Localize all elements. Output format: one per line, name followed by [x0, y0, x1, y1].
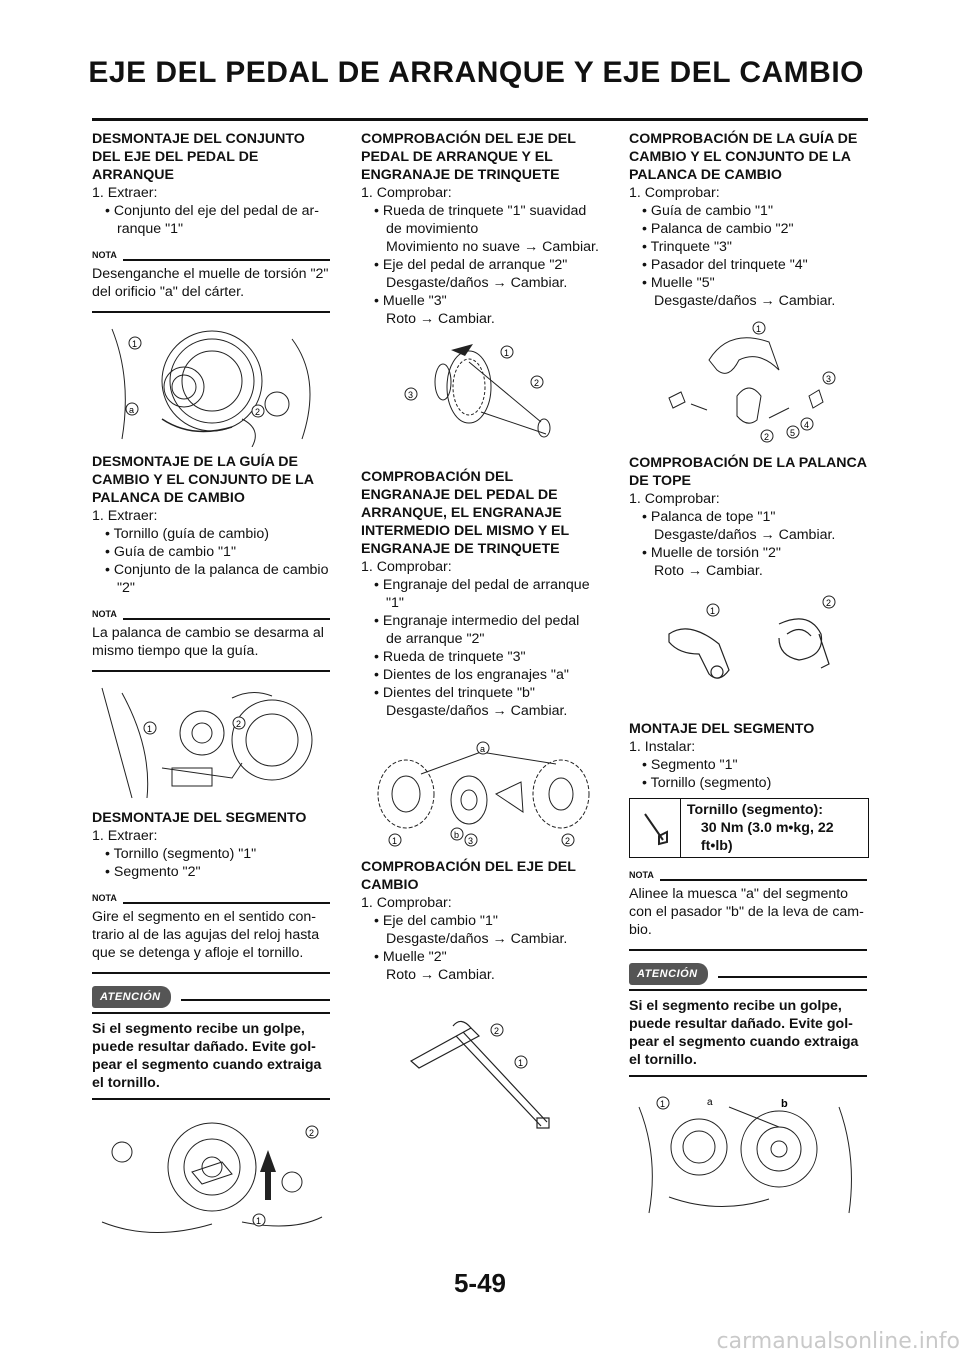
shift-lever-figure	[629, 320, 867, 448]
step: 1. Comprobar:	[361, 895, 452, 911]
callout-3: 3	[826, 374, 832, 384]
step: 1. Extraer:	[92, 828, 158, 844]
section-heading: COMPROBACIÓN DE LA PALANCA DE TOPE	[629, 455, 867, 489]
note-label: NOTA	[629, 870, 654, 880]
bullet: • Dientes de los engranajes "a"	[361, 666, 599, 684]
note	[92, 605, 330, 672]
step: 1. Comprobar:	[629, 185, 720, 201]
bullet: • Eje del cambio "1"	[361, 912, 599, 930]
bullet: • Dientes del trinquete "b"	[361, 684, 599, 702]
step: 1. Comprobar:	[361, 185, 452, 201]
page-title: EJE DEL PEDAL DE ARRANQUE Y EJE DEL CAMBIO	[88, 56, 864, 89]
bullet: • Guía de cambio "1"	[629, 202, 867, 220]
bullet-cont: Desgaste/daños → Cambiar.	[654, 527, 836, 543]
bullet: • Tornillo (segmento)	[629, 774, 867, 792]
callout-a: a	[707, 1097, 713, 1108]
note	[92, 246, 330, 313]
bullet-cont: Desgaste/daños → Cambiar.	[386, 703, 568, 719]
callout-1: 1	[256, 1216, 262, 1226]
bullet: • Muelle de torsión "2"	[629, 544, 867, 562]
gears-figure	[361, 734, 599, 852]
bullet: • Palanca de cambio "2"	[629, 220, 867, 238]
section-heading: DESMONTAJE DEL SEGMENTO	[92, 810, 307, 826]
note-label: NOTA	[92, 609, 117, 619]
callout-2: 2	[309, 1128, 315, 1138]
bullet-cont: Desgaste/daños → Cambiar.	[386, 931, 568, 947]
callout-a: a	[129, 405, 135, 415]
column-2	[361, 130, 599, 1142]
bullet: • Eje del pedal de arranque "2"	[361, 256, 599, 274]
note-label: NOTA	[92, 250, 117, 260]
bullet-cont: "1"	[386, 595, 404, 611]
note-text: Alinee la muesca "a" del segmento con el pasador "b" de la leva de cam- bio.	[629, 886, 864, 938]
bullet: • Pasador del trinquete "4"	[629, 256, 867, 274]
callout-1: 1	[132, 339, 138, 349]
callout-4: 4	[804, 420, 810, 430]
callout-3: 3	[408, 390, 414, 400]
section-heading: DESMONTAJE DE LA GUÍA DE CAMBIO Y EL CONJUNTO DE LA PALANCA DE CAMBIO	[92, 454, 314, 506]
callout-2: 2	[565, 836, 571, 846]
bullet: • Engranaje del pedal de arranque	[361, 576, 599, 594]
segment-removal-figure	[92, 1112, 330, 1242]
callout-b: b	[454, 830, 460, 840]
watermark: carmanualsonline.info	[716, 1329, 960, 1354]
note-text: Gire el segmento en el sentido con- trario al de las agujas del reloj hasta que se detenga y afloje el tornillo.	[92, 909, 320, 961]
callout-2: 2	[764, 432, 770, 442]
step: 1. Comprobar:	[629, 491, 720, 507]
callout-b: b	[781, 1098, 788, 1110]
step: 1. Comprobar:	[361, 559, 452, 575]
torque-spec-value: 30 Nm (3.0 m•kg, 22 ft•lb)	[700, 820, 834, 854]
bullet: • Rueda de trinquete "3"	[361, 648, 599, 666]
bullet: • Conjunto del eje del pedal de ar-	[92, 202, 330, 220]
caution-label: ATENCIÓN	[629, 963, 708, 985]
caution-box	[629, 963, 867, 1077]
caution-box	[92, 986, 330, 1100]
bullet: • Trinquete "3"	[629, 238, 867, 256]
step: 1. Extraer:	[92, 508, 158, 524]
shift-guide-figure	[92, 678, 330, 803]
torque-wrench-icon	[630, 799, 681, 857]
callout-1: 1	[147, 724, 153, 734]
bullet: • Muelle "2"	[361, 948, 599, 966]
shift-shaft-figure	[361, 1006, 599, 1136]
caution-text: Si el segmento recibe un golpe, puede resultar dañado. Evite gol- pear el segmento cuando extraiga el tornillo.	[629, 998, 859, 1068]
callout-3: 3	[468, 836, 474, 846]
caution-text: Si el segmento recibe un golpe, puede resultar dañado. Evite gol- pear el segmento cuando extraiga el tornillo.	[92, 1021, 322, 1091]
step: 1. Instalar:	[629, 739, 696, 755]
section-heading: MONTAJE DEL SEGMENTO	[629, 721, 815, 737]
caution-label: ATENCIÓN	[92, 986, 171, 1008]
note-text: La palanca de cambio se desarma al mismo tiempo que la guía.	[92, 625, 324, 659]
title-rule	[92, 118, 868, 121]
section-heading: COMPROBACIÓN DE LA GUÍA DE CAMBIO Y EL CONJUNTO DE LA PALANCA DE CAMBIO	[629, 131, 858, 183]
bullet: • Palanca de tope "1"	[629, 508, 867, 526]
callout-1: 1	[660, 1099, 666, 1109]
bullet: • Muelle "3"	[361, 292, 599, 310]
callout-1: 1	[518, 1058, 524, 1068]
bullet-cont: Roto → Cambiar.	[386, 967, 495, 983]
callout-2: 2	[255, 407, 261, 417]
column-1	[92, 130, 330, 1248]
bullet-cont: Roto → Cambiar.	[386, 311, 495, 327]
bullet-cont: Desgaste/daños → Cambiar.	[386, 275, 568, 291]
callout-1: 1	[392, 836, 398, 846]
section-heading: DESMONTAJE DEL CONJUNTO DEL EJE DEL PEDAL DE ARRANQUE	[92, 131, 305, 183]
note-label: NOTA	[92, 893, 117, 903]
note-text: Desenganche el muelle de torsión "2" del orificio "a" del cárter.	[92, 266, 329, 300]
callout-5: 5	[790, 428, 796, 438]
callout-1: 1	[756, 324, 762, 334]
bullet: • Tornillo (guía de cambio)	[92, 525, 330, 543]
column-3	[629, 130, 867, 1221]
note	[92, 889, 330, 974]
bullet: • Rueda de trinquete "1" suavidad	[361, 202, 599, 220]
bullet-cont: "2"	[117, 580, 135, 596]
bullet: • Muelle "5"	[629, 274, 867, 292]
page-number: 5-49	[453, 1268, 507, 1298]
torque-spec-label: Tornillo (segmento):	[686, 802, 823, 818]
bullet-cont: de movimiento	[386, 221, 479, 237]
bullet: • Segmento "2"	[92, 863, 330, 881]
segment-install-figure	[629, 1087, 867, 1215]
step: 1. Extraer:	[92, 185, 158, 201]
callout-2: 2	[236, 719, 242, 729]
callout-1: 1	[710, 606, 716, 616]
bullet-cont: Desgaste/daños → Cambiar.	[654, 293, 836, 309]
section-heading: COMPROBACIÓN DEL EJE DEL PEDAL DE ARRANQUE Y EL ENGRANAJE DE TRINQUETE	[361, 131, 576, 183]
callout-2: 2	[494, 1026, 500, 1036]
bullet-cont: de arranque "2"	[386, 631, 485, 647]
kickstarter-shaft-figure	[92, 319, 330, 447]
bullet: • Engranaje intermedio del pedal	[361, 612, 599, 630]
section-heading: COMPROBACIÓN DEL ENGRANAJE DEL PEDAL DE ARRANQUE, EL ENGRANAJE INTERMEDIO DEL MISMO Y EL ENGRANAJE DE TRINQUETE	[361, 469, 569, 557]
callout-2: 2	[826, 598, 832, 608]
torque-spec-box	[629, 798, 869, 858]
section-heading: COMPROBACIÓN DEL EJE DEL CAMBIO	[361, 859, 576, 893]
bullet: • Segmento "1"	[629, 756, 867, 774]
bullet: • Tornillo (segmento) "1"	[92, 845, 330, 863]
bullet-cont: Roto → Cambiar.	[654, 563, 763, 579]
bullet-cont: ranque "1"	[117, 221, 184, 237]
callout-1: 1	[504, 348, 510, 358]
bullet: • Conjunto de la palanca de cambio	[92, 561, 330, 579]
note	[629, 866, 867, 951]
bullet-cont: Movimiento no suave → Cambiar.	[386, 239, 599, 255]
ratchet-shaft-figure	[361, 342, 599, 462]
bullet: • Guía de cambio "1"	[92, 543, 330, 561]
callout-a: a	[480, 744, 486, 754]
stopper-lever-figure	[629, 594, 867, 714]
callout-2: 2	[534, 378, 540, 388]
